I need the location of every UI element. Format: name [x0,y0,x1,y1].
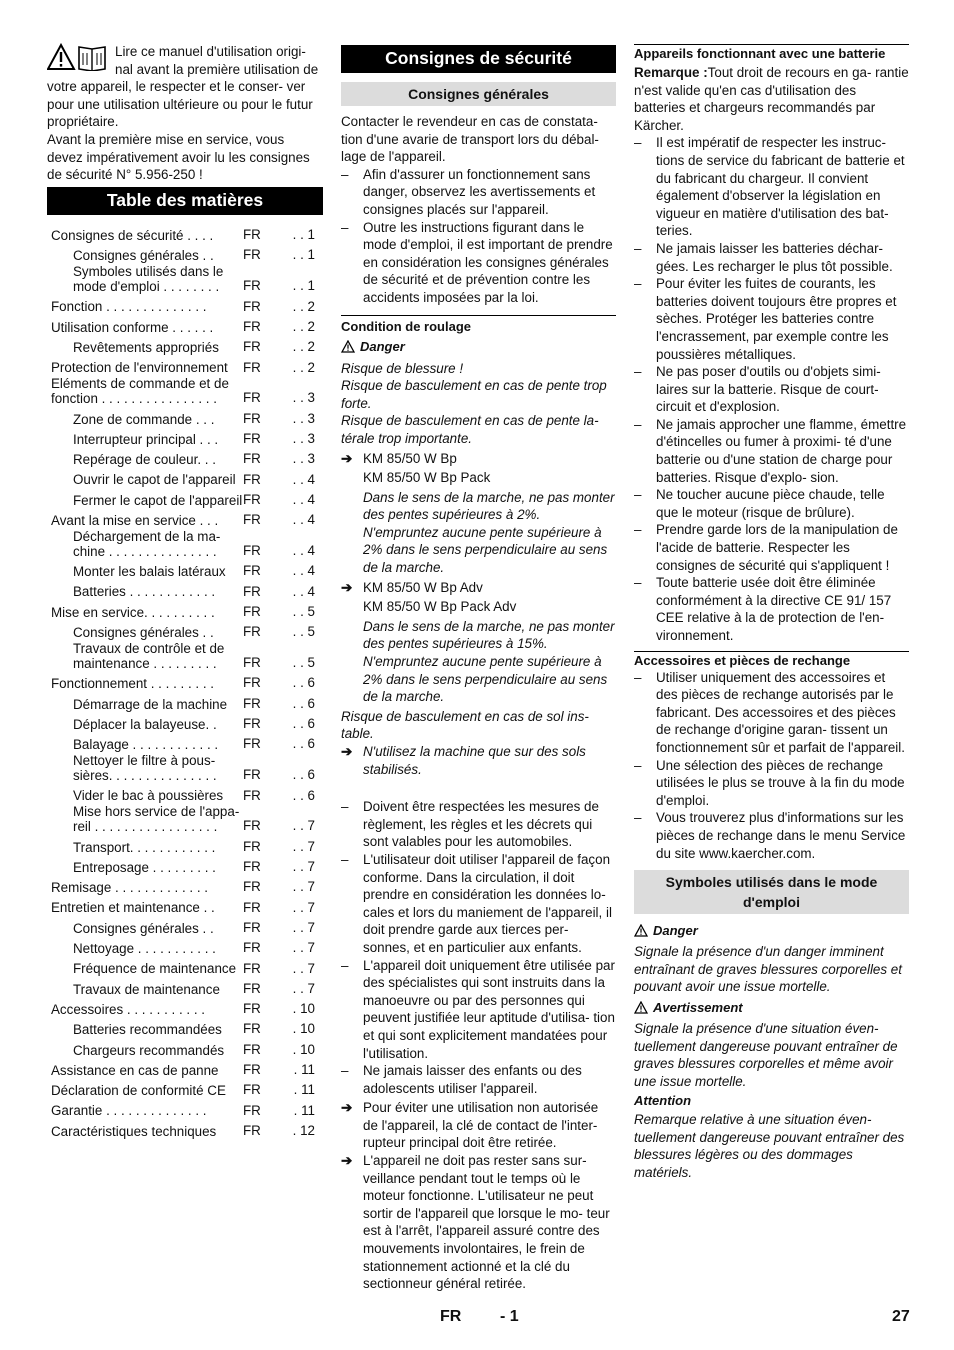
toc-entry-lang: FR [243,624,261,640]
general-item: – Outre les instructions figurant dans le mode d'emploi, il est important de prendre en considération les consignes générales de sécurité et de prévention contre les accidents imposées par la loi. [341,219,616,307]
battery-item: – Ne toucher aucune pièce chaude, telle que le moteur (risque de brûlure). [634,486,909,521]
arrow-icon: ➔ [341,1100,353,1116]
toc-entry-title: Monter les balais latéraux [73,564,226,580]
toc-entry-page: . . 3 [292,451,315,467]
toc-entry-title: Déclaration de conformité CE [51,1083,226,1099]
accessory-item: – Utiliser uniquement des accessoires et des pièces de rechange autorisés par le fabricant. Des accessoires et des pièces de rechange d'origine garan- tissent un fonctionnement sûr et parfait de l'appareil. [634,669,909,757]
toc-entry-page: . . 2 [292,359,315,375]
attention-label: Attention [634,1093,692,1109]
danger-heading [341,338,616,357]
toc-entry-page: . . 3 [292,390,315,406]
toc-entry-lang: FR [243,960,261,976]
toc-entry[interactable] [47,265,323,295]
toc-entry[interactable] [47,805,323,835]
toc-entry-title: Interrupteur principal . . . [73,431,219,447]
warning-text: Signale la présence d'une situation éven- tuellement dangereuse pouvant entraîner de graves blessures corporelles et même avoir une issue mortelle. [634,1020,898,1089]
toc-entry-lang: FR [243,1021,261,1037]
toc-entry-page: . . 4 [292,471,315,487]
warning-label: Avertissement [653,999,743,1015]
toc-entry-title: Consignes générales . . [73,920,214,936]
risk-text: Risque de basculement en cas de sol ins- table. [341,708,589,742]
toc-entry-title: Mise en service. . . . . . . . . . [51,604,215,620]
toc-entry-page: . . 6 [292,767,315,783]
toc-entry-title: Balayage . . . . . . . . . . . . [73,737,219,753]
toc-entry[interactable] [47,337,323,356]
toc-entry-title: Démarrage de la machine [73,696,228,712]
model-text: N'empruntez aucune pente supérieure à 2% dans le sens perpendiculaire au sens de la marche. [363,524,608,576]
toc-entry-lang: FR [243,1062,261,1077]
toc-entry[interactable] [47,449,323,468]
toc-entry-title: Repérage de couleur. . . [73,452,216,468]
toc-entry[interactable] [47,978,323,997]
toc-entry-lang: FR [243,318,261,334]
intro-lead: Lire ce manuel d'utilisation origi- nal avant la première utilisation de votre appareil, le respecter et le conser- ver pour une utilisation ultérieure ou pour le futur propriétaire. [47,44,319,130]
toc-entry-page: . . 7 [292,818,315,834]
model-text: N'empruntez aucune pente supérieure à 2% dans le sens perpendiculaire au sens de la marche. [363,654,608,705]
toc-entry-lang: FR [243,940,261,956]
toc-entry[interactable] [47,714,323,733]
toc-entry[interactable] [47,1120,323,1139]
toc-entry-page: . . 2 [292,318,315,334]
accessory-item: – Une sélection des pièces de rechange utilisées le plus se trouve à la fin du mode d'emploi. [634,757,909,810]
arrow-icon: ➔ [341,579,353,595]
toc-entry-title: Remisage . . . . . . . . . . . . . [51,880,209,896]
stable-only-note [341,743,616,778]
warning-triangle-icon [634,924,648,941]
danger-label: Danger [653,923,698,939]
attention-text: Remarque relative à une situation éven- tuellement dangereuse pouvant entraîner des blessures légères ou des dommages matériels. [634,1112,905,1181]
toc-entry[interactable] [47,510,323,529]
toc-entry[interactable] [47,377,323,407]
toc-entry-title: Nettoyage . . . . . . . . . . . [73,941,216,957]
toc-entry-page: . . 5 [292,603,315,619]
toc-entry-page: . . 3 [292,431,315,447]
toc-entry-lang: FR [243,818,261,834]
toc-entry-lang: FR [243,716,261,732]
toc-entry-lang: FR [243,1001,261,1017]
accessory-item: – Vous trouverez plus d'informations sur les pièces de rechange dans le menu Service du site www.kaercher.com. [634,809,909,862]
toc-entry-page: . . 1 [292,227,315,243]
footer-page-number: 27 [892,1308,910,1325]
toc-entry-page: . . 4 [292,563,315,579]
toc-entry-title: Mise hors service de l'appa- reil . . . . . . . . . . . . . . . . . [73,804,240,835]
toc-entry-lang: FR [243,359,261,375]
toc-entry-lang: FR [243,471,261,487]
arrow-note [341,1099,616,1152]
toc-entry-title: Fréquence de maintenance [73,961,237,977]
general-item: – Afin d'assurer un fonctionnement sans danger, observez les avertissements et consignes placés sur l'appareil. [341,166,616,219]
toc-entry-title: Transport. . . . . . . . . . . . [73,839,216,855]
toc-entry-title: Assistance en cas de panne [51,1062,219,1078]
toc-entry-page: . . 2 [292,298,315,314]
toc-entry-lang: FR [243,278,261,294]
toc-entry-page: . . 6 [292,787,315,803]
toc-entry[interactable] [47,836,323,855]
toc-entry-title: Accessoires . . . . . . . . . . . [51,1001,206,1017]
toc-entry-title: Nettoyer le filtre à pous- sières. . . . . . . . . . . . . . . [73,753,217,784]
toc-entry-title: Entretien et maintenance . . [51,900,215,916]
column-right [634,40,909,1182]
toc-entry[interactable] [47,530,323,560]
toc-entry-lang: FR [243,695,261,711]
toc-entry-page: . . 7 [292,838,315,854]
toc-entry[interactable] [47,918,323,937]
battery-item: – Prendre garde lors de la manipulation de l'acide de batterie. Respecter les consignes de sécurité qui s'appliquent ! [634,521,909,574]
danger-text: Signale la présence d'un danger imminent entraînant de graves blessures corporelles et pouvant avoir une issue mortelle. [634,944,902,995]
remark-label: Remarque : [634,65,708,80]
intro-second: Avant la première mise en service, vous devez impérativement avoir lu les consignes de sécurité N° 5.956-250 ! [47,131,310,183]
toc-entry-page: . 10 [292,1021,315,1037]
toc-entry-title: Garantie . . . . . . . . . . . . . . [51,1103,207,1119]
column-left [47,40,323,1141]
footer-page-local: - 1 [500,1308,519,1325]
toc-entry[interactable] [47,999,323,1018]
toc-entry-lang: FR [243,919,261,935]
risk-text: Risque de basculement en cas de pente la- térale trop importante. [341,413,599,446]
toc-entry-lang: FR [243,838,261,854]
toc-entry[interactable] [47,958,323,977]
model-name: KM 85/50 W Bp Pack Adv [363,599,517,615]
arrow-icon: ➔ [341,450,353,466]
column-middle [341,40,616,1293]
toc-entry-page: . . 4 [292,491,315,507]
divider [341,315,616,316]
toc-entry[interactable] [47,469,323,488]
arrow-icon: ➔ [341,1153,353,1169]
toc-entry[interactable] [47,296,323,315]
toc-entry-page: . . 5 [292,624,315,640]
toc-entry-title: Consignes de sécurité . . . . [51,227,214,243]
toc-entry-page: . . 4 [292,583,315,599]
toc-entry[interactable] [47,877,323,896]
model-name: KM 85/50 W Bp Adv [363,579,483,595]
section-title: Consignes de sécurité [341,45,616,73]
toc-entry-lang: FR [243,1122,261,1138]
danger-heading [634,922,909,941]
toc-entry-page: . . 4 [292,543,315,559]
toc-entry-lang: FR [243,879,261,895]
toc-entry-lang: FR [243,1102,261,1118]
toc-entry-lang: FR [243,491,261,507]
toc-entry-lang: FR [243,451,261,467]
toc-entry-title: Fermer le capot de l'appareil [73,492,243,508]
toc-entry-page: . . 7 [292,899,315,915]
toc-entry-lang: FR [243,1082,261,1098]
toc-entry-page: . 11 [293,1102,315,1118]
toc-entry-lang: FR [243,1041,261,1057]
toc-entry-page: . 11 [293,1062,315,1077]
toc-entry[interactable] [47,602,323,621]
model-name: KM 85/50 W Bp [363,450,457,466]
toc-entry-page: . . 1 [292,278,315,294]
toc-entry-page: . 12 [292,1122,315,1138]
toc-entry-page: . . 6 [292,716,315,732]
toc-entry-lang: FR [243,339,261,355]
toc-entry-title: Travaux de contrôle et de maintenance . . . . . . . . . [73,641,225,671]
toc-entry[interactable] [47,1100,323,1119]
toc-entry-page: . 11 [293,1082,315,1098]
toc-entry-page: . 10 [292,1001,315,1017]
toc-entry-page: . . 1 [292,247,315,263]
footer-lang: FR [440,1308,462,1325]
toc-entry-title: Fonctionnement . . . . . . . . . [51,676,214,692]
subsection-symbols: Symboles utilisés dans le mode d'emploi [634,870,909,914]
toc-entry-lang: FR [243,675,261,691]
warning-manual-icon [47,43,109,73]
toc-entry-title: Consignes générales . . [73,625,214,641]
toc-entry-title: Consignes générales . . [73,248,214,264]
toc-entry-title: Batteries . . . . . . . . . . . . [73,584,216,600]
driving-title: Condition de roulage [341,318,471,334]
toc-entry[interactable] [47,490,323,509]
rule-item: – Doivent être respectées les mesures de règlement, les règles et les décrets qui sont valables pour les automobiles. [341,798,616,851]
toc-entry-lang: FR [243,655,261,671]
toc-entry-title: Fonction . . . . . . . . . . . . . . [51,299,207,315]
toc-entry-page: . . 7 [292,879,315,895]
battery-item: – Ne jamais approcher une flamme, émettre d'étincelles ou fumer à proximi- té d'une batterie ou d'une station de charge pour batteries. Risque d'explo- sion. [634,416,909,486]
toc-entry-title: Eléments de commande et de fonction . . . . . . . . . . . . . . . . [51,376,229,407]
toc-entry-lang: FR [243,603,261,619]
toc-entry-page: . . 6 [292,675,315,691]
toc-entry[interactable] [47,317,323,336]
toc-entry[interactable] [47,897,323,916]
arrow-note-text: Pour éviter une utilisation non autorisée de l'appareil, la clé de contact de l'inter- rupteur principal doit être retirée. [363,1100,599,1151]
toc-entry-page: . 10 [292,1041,315,1057]
battery-item: – Ne pas poser d'outils ou d'objets simi- laires sur la batterie. Risque de court- circuit et d'explosion. [634,363,909,416]
toc-entry-lang: FR [243,227,261,243]
toc-entry[interactable] [47,225,323,244]
toc-entry[interactable] [47,693,323,712]
toc-entry-lang: FR [243,390,261,406]
warning-heading [634,999,909,1018]
toc-entry-lang: FR [243,736,261,752]
rule-item: – Ne jamais laisser des enfants ou des adolescents utiliser l'appareil. [341,1062,616,1097]
toc-title: Table des matières [47,187,323,215]
toc-entry-title: Déchargement de la ma- chine . . . . . . . . . . . . . . . [73,529,221,559]
toc-entry-page: . . 3 [292,410,315,426]
toc-entry-lang: FR [243,787,261,803]
remark [634,64,909,134]
toc-entry-lang: FR [243,431,261,447]
toc-entry-page: . . 6 [292,695,315,711]
toc-entry-title: Protection de l'environnement [51,360,228,376]
toc-entry-title: Symboles utilisés dans le mode d'emploi . . . . . . . . [73,264,224,295]
toc-entry-title: Chargeurs recommandés [73,1042,225,1058]
toc-entry[interactable] [47,245,323,264]
toc-entry-lang: FR [243,543,261,559]
toc-entry-page: . . 2 [292,339,315,355]
toc-entry-page: . . 7 [292,960,315,976]
toc-entry-page: . . 7 [292,919,315,935]
battery-title: Appareils fonctionnant avec une batterie [634,46,886,61]
toc-entry-page: . . 4 [292,512,315,528]
toc-entry-title: Batteries recommandées [73,1022,222,1038]
remark-text: Tout droit de recours en ga- rantie n'est valide qu'en cas d'utilisation des batteries et chargeurs recommandés par Kärcher. [634,65,909,133]
arrow-note [341,1152,616,1293]
toc-entry-title: Avant la mise en service . . . [51,513,219,528]
model-text: Dans le sens de la marche, ne pas monter des pentes supérieures à 2%. [363,489,615,523]
toc-entry-page: . . 7 [292,859,315,875]
toc-entry-lang: FR [243,767,261,783]
toc-entry-title: Revêtements appropriés [73,340,219,356]
toc-entry-lang: FR [243,899,261,915]
toc-entry[interactable] [47,1039,323,1058]
rule-item: – L'utilisateur doit utiliser l'appareil de façon conforme. Dans la circulation, il doit prendre en considération les données lo- cales et lors du maniement de l'appareil, il doit prendre garde aux tierces per- sonnes, et en particulier aux enfants. [341,851,616,957]
stable-only-text: N'utilisez la machine que sur des sols stabilisés. [363,744,586,777]
toc-entry[interactable] [47,561,323,580]
model-group-1 [341,450,616,577]
toc-entry[interactable] [47,429,323,448]
danger-label: Danger [360,338,405,354]
battery-item: – Toute batterie usée doit être éliminée conformément à la directive CE 91/ 157 CEE relative à la de protection de l'en- vironnement. [634,574,909,644]
toc-entry[interactable] [47,622,323,641]
toc-entry[interactable] [47,1060,323,1079]
toc-entry-lang: FR [243,298,261,314]
toc-entry[interactable] [47,357,323,376]
toc-entry-title: Zone de commande . . . [73,411,215,427]
intro-block [47,43,323,184]
toc-entry[interactable] [47,734,323,753]
arrow-icon: ➔ [341,744,353,759]
toc-entry-title: Travaux de maintenance [73,981,220,997]
table-of-contents [47,225,323,1140]
toc-entry[interactable] [47,1019,323,1038]
warning-triangle-icon [341,340,355,357]
toc-entry[interactable] [47,408,323,427]
accessories-title: Accessoires et pièces de rechange [634,652,851,668]
general-intro: Contacter le revendeur en cas de constata- tion d'une avarie de transport lors du débal- lage de l'appareil. [341,114,599,165]
toc-entry-title: Utilisation conforme . . . . . . [51,319,214,335]
rule-item: – L'appareil doit uniquement être utilisée par des spécialistes qui sont instruits dans la manoeuvre ou par des personnes qui peuvent justifiée leur aptitude d'utilisa- tion et qui sont explicitement mandatées pour l'utilisation. [341,957,616,1063]
toc-entry-page: . . 7 [292,940,315,956]
risk-text: Risque de basculement en cas de pente trop forte. [341,378,607,411]
toc-entry-lang: FR [243,410,261,426]
warning-triangle-icon [634,1001,648,1018]
toc-entry[interactable] [47,754,323,784]
model-text: Dans le sens de la marche, ne pas monter des pentes supérieures à 15%. [363,618,615,652]
toc-entry-lang: FR [243,512,261,528]
toc-entry[interactable] [47,1080,323,1099]
battery-item: – Ne jamais laisser les batteries déchar- gées. Les recharger le plus tôt possible. [634,240,909,275]
toc-entry[interactable] [47,642,323,672]
battery-item: – Pour éviter les fuites de courants, les batteries doivent toujours être propres et sèches. Protéger les batteries contre l'encrassement, par exemple contre les poussières métalliques. [634,275,909,363]
toc-entry-title: Ouvrir le capot de l'appareil [73,472,236,488]
toc-entry-lang: FR [243,247,261,263]
subsection-general: Consignes générales [341,82,616,106]
toc-entry[interactable] [47,581,323,600]
toc-entry-lang: FR [243,583,261,599]
battery-item: – Il est impératif de respecter les instruc- tions de service du fabricant de batterie et du fabricant du chargeur. Il convient également d'observer la législation en vigueur en matière d'utilisation des bat- teries. [634,134,909,240]
toc-entry-title: Caractéristiques techniques [51,1123,217,1139]
toc-entry-lang: FR [243,859,261,875]
model-group-2 [341,579,616,706]
toc-entry[interactable] [47,785,323,804]
risk-text: Risque de blessure ! [341,360,464,376]
toc-entry-lang: FR [243,980,261,996]
toc-entry-page: . . 6 [292,736,315,752]
toc-entry-page: . . 7 [292,980,315,996]
toc-entry-title: Vider le bac à poussières [73,788,224,804]
toc-entry-title: Déplacer la balayeuse. . [73,716,217,732]
arrow-note-text: L'appareil ne doit pas rester sans sur- veillance pendant tout le temps où le moteur fonctionne. L'utilisateur ne peut sortir de l'appareil que lorsque le mo- teur est à l'arrêt, l'appareil assuré contre des mouvements involontaires, le frein de stationnement actionné et la clé du sectionneur général retirée. [363,1153,610,1292]
toc-entry[interactable] [47,673,323,692]
toc-entry-lang: FR [243,563,261,579]
toc-entry[interactable] [47,857,323,876]
toc-entry[interactable] [47,938,323,957]
model-name: KM 85/50 W Bp Pack [363,470,491,486]
toc-entry-page: . . 5 [292,655,315,671]
toc-entry-title: Entreposage . . . . . . . . . [73,859,216,875]
